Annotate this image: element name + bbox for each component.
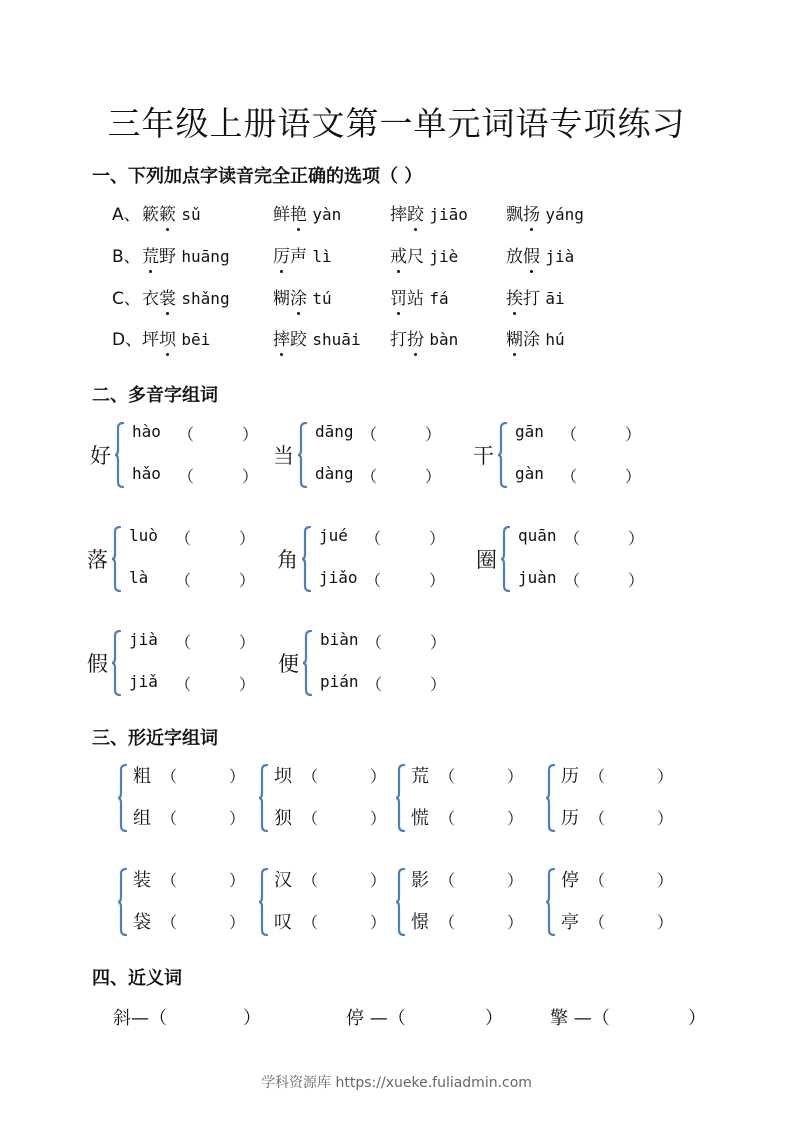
similar-char: 历	[561, 808, 579, 829]
similar-char-group	[545, 762, 675, 834]
word-item	[506, 200, 584, 225]
synonym-word: 停 —（	[346, 1008, 406, 1029]
brace-icon	[395, 764, 405, 832]
dotted-char: 戒	[390, 242, 407, 267]
similar-char: 慌	[411, 808, 429, 829]
dotted-char: 摔	[273, 325, 290, 350]
pinyin: fá	[429, 289, 449, 308]
word-item	[273, 325, 361, 350]
dotted-char: 扬	[523, 200, 540, 225]
section-3-heading: 三、形近字组词	[92, 728, 218, 749]
pinyin: quān	[518, 526, 557, 545]
similar-char-group	[258, 762, 388, 834]
answer-blank-open[interactable]: （	[561, 467, 578, 486]
polyphone-group	[87, 628, 267, 698]
answer-blank-close[interactable]: ）	[239, 529, 256, 548]
answer-blank-close[interactable]: ）	[425, 425, 442, 444]
answer-blank-close[interactable]: ）	[657, 871, 674, 890]
answer-blank-close[interactable]: ）	[429, 529, 446, 548]
word-char: 尺	[407, 247, 424, 267]
polyphone-group	[90, 420, 270, 490]
dotted-char: 假	[523, 242, 540, 267]
synonym-word: 擎 —（	[550, 1008, 610, 1029]
answer-blank-open[interactable]: （	[178, 467, 195, 486]
dotted-char: 厉	[273, 242, 290, 267]
word-char: 放	[506, 247, 523, 267]
answer-blank-open[interactable]: （	[366, 633, 383, 652]
word-char: 坪	[142, 330, 159, 350]
answer-blank-close[interactable]: ）	[429, 571, 446, 590]
pinyin: jiāo	[429, 205, 468, 224]
word-char: 打	[390, 330, 407, 350]
similar-char-group	[258, 866, 388, 938]
dotted-char: 簌	[159, 200, 176, 225]
answer-blank-open[interactable]: （	[302, 809, 319, 828]
answer-blank-open[interactable]: （	[178, 425, 195, 444]
answer-blank-open[interactable]: （	[161, 913, 178, 932]
pinyin: shǎng	[181, 289, 230, 308]
polyphone-char: 干	[473, 444, 494, 468]
similar-char: 坝	[274, 766, 292, 787]
answer-blank-open[interactable]: （	[589, 913, 606, 932]
pinyin: hǎo	[132, 464, 161, 483]
answer-blank-open[interactable]: （	[175, 571, 192, 590]
pinyin: jià	[545, 247, 575, 266]
section-4-heading: 四、近义词	[92, 968, 182, 989]
word-char: 摔	[390, 205, 407, 225]
answer-blank-open[interactable]: （	[439, 913, 456, 932]
pinyin: āi	[545, 289, 565, 308]
answer-blank-close[interactable]: ）	[628, 571, 645, 590]
brace-icon	[111, 526, 121, 592]
pinyin: lì	[312, 247, 332, 266]
brace-icon	[500, 526, 510, 592]
word-item	[142, 242, 230, 267]
polyphone-group	[277, 524, 457, 594]
polyphone-char: 假	[87, 652, 108, 676]
dotted-char: 跤	[407, 200, 424, 225]
brace-icon	[258, 764, 268, 832]
brace-icon	[545, 868, 555, 936]
dotted-char: 挨	[506, 284, 523, 309]
word-char: 飘	[506, 205, 523, 225]
pinyin: pián	[320, 672, 359, 691]
word-item	[390, 200, 468, 225]
similar-char-group	[545, 866, 675, 938]
similar-char: 汉	[274, 870, 292, 891]
word-item	[506, 325, 565, 350]
word-item	[142, 200, 201, 225]
brace-icon	[114, 422, 124, 488]
polyphone-char: 好	[90, 444, 111, 468]
dotted-char: 涂	[290, 284, 307, 309]
word-item	[390, 325, 458, 350]
answer-blank-close[interactable]: ）	[242, 467, 259, 486]
pinyin: gàn	[515, 464, 544, 483]
answer-blank-open[interactable]: （	[161, 767, 178, 786]
word-item	[273, 242, 332, 267]
similar-char-group	[395, 866, 525, 938]
answer-blank-close[interactable]: ）	[370, 809, 387, 828]
polyphone-char: 落	[87, 548, 108, 572]
answer-blank-close[interactable]: ）	[239, 675, 256, 694]
word-item	[273, 284, 332, 309]
similar-char: 装	[133, 870, 151, 891]
answer-blank-close[interactable]: ）	[507, 809, 524, 828]
word-item	[390, 242, 458, 267]
word-item	[273, 200, 341, 225]
word-char: 衣	[142, 289, 159, 309]
pinyin: jiǎ	[129, 672, 158, 691]
polyphone-group	[87, 524, 267, 594]
pinyin: yàn	[312, 205, 342, 224]
answer-blank-open[interactable]: （	[302, 871, 319, 890]
footer-source: 学科资源库 https://xueke.fuliadmin.com	[261, 1075, 532, 1091]
answer-blank-close[interactable]: ）	[229, 809, 246, 828]
option-label: B、	[112, 247, 141, 267]
dotted-char: 糊	[506, 325, 523, 350]
pinyin: sǔ	[181, 205, 201, 224]
answer-blank-close[interactable]: ）	[688, 1008, 706, 1029]
similar-char: 憬	[411, 912, 429, 933]
answer-blank-open[interactable]: （	[365, 571, 382, 590]
option-label: D、	[112, 330, 143, 350]
answer-blank-open[interactable]: （	[589, 767, 606, 786]
similar-char: 亭	[561, 912, 579, 933]
similar-char: 停	[561, 870, 579, 891]
similar-char: 叹	[274, 912, 292, 933]
dotted-char: 裳	[159, 284, 176, 309]
answer-blank-close[interactable]: ）	[507, 871, 524, 890]
similar-char-group	[395, 762, 525, 834]
option-label: C、	[112, 289, 141, 309]
answer-blank-close[interactable]: ）	[657, 809, 674, 828]
polyphone-group	[278, 628, 458, 698]
similar-char: 组	[133, 808, 151, 829]
answer-blank-open[interactable]: （	[175, 675, 192, 694]
similar-char: 影	[411, 870, 429, 891]
pinyin: dāng	[315, 422, 354, 441]
answer-blank-close[interactable]: ）	[430, 633, 447, 652]
answer-blank-open[interactable]: （	[589, 809, 606, 828]
pinyin: yáng	[545, 205, 584, 224]
brace-icon	[301, 526, 311, 592]
page-title: 三年级上册语文第一单元词语专项练习	[107, 104, 686, 143]
dotted-char: 罚	[390, 284, 407, 309]
pinyin: tú	[312, 289, 332, 308]
dotted-char: 荒	[142, 242, 159, 267]
pinyin: là	[129, 568, 149, 587]
answer-blank-open[interactable]: （	[439, 767, 456, 786]
answer-blank-open[interactable]: （	[439, 809, 456, 828]
answer-blank-open[interactable]: （	[161, 871, 178, 890]
answer-blank-open[interactable]: （	[365, 529, 382, 548]
pinyin: jiè	[429, 247, 459, 266]
pinyin: bēi	[181, 330, 211, 349]
word-char: 跤	[290, 330, 307, 350]
polyphone-char: 角	[277, 548, 298, 572]
polyphone-group	[273, 420, 453, 490]
pinyin: jiǎo	[319, 568, 358, 587]
answer-blank-close[interactable]: ）	[229, 913, 246, 932]
pinyin: hào	[132, 422, 161, 441]
brace-icon	[258, 868, 268, 936]
word-char: 声	[290, 247, 307, 267]
pinyin: juàn	[518, 568, 557, 587]
answer-blank-close[interactable]: ）	[657, 767, 674, 786]
answer-blank-open[interactable]: （	[589, 871, 606, 890]
option-label: A、	[112, 205, 141, 225]
word-char: 野	[159, 247, 176, 267]
answer-blank-open[interactable]: （	[302, 913, 319, 932]
answer-blank-close[interactable]: ）	[628, 529, 645, 548]
answer-blank-close[interactable]: ）	[507, 767, 524, 786]
answer-blank-close[interactable]: ）	[657, 913, 674, 932]
answer-blank-open[interactable]: （	[175, 633, 192, 652]
answer-blank-open[interactable]: （	[361, 467, 378, 486]
word-item	[390, 284, 449, 309]
word-char: 糊	[273, 289, 290, 309]
brace-icon	[302, 630, 312, 696]
synonym-word: 斜—（	[113, 1008, 167, 1029]
brace-icon	[111, 630, 121, 696]
answer-blank-close[interactable]: ）	[243, 1008, 261, 1029]
similar-char: 粗	[133, 766, 151, 787]
similar-char: 狈	[274, 808, 292, 829]
similar-char: 荒	[411, 766, 429, 787]
word-item	[142, 284, 230, 309]
dotted-char: 艳	[290, 200, 307, 225]
polyphone-group	[476, 524, 656, 594]
brace-icon	[395, 868, 405, 936]
answer-blank-open[interactable]: （	[302, 767, 319, 786]
pinyin: gān	[515, 422, 544, 441]
answer-blank-open[interactable]: （	[361, 425, 378, 444]
answer-blank-open[interactable]: （	[175, 529, 192, 548]
answer-blank-close[interactable]: ）	[229, 767, 246, 786]
polyphone-char: 当	[273, 444, 294, 468]
similar-char: 历	[561, 766, 579, 787]
word-char: 涂	[523, 330, 540, 350]
answer-blank-close[interactable]: ）	[239, 571, 256, 590]
dotted-char: 扮	[407, 325, 424, 350]
pinyin: bàn	[429, 330, 459, 349]
answer-blank-open[interactable]: （	[161, 809, 178, 828]
answer-blank-close[interactable]: ）	[425, 467, 442, 486]
similar-char-group	[117, 866, 247, 938]
polyphone-char: 便	[278, 652, 299, 676]
pinyin: jué	[319, 526, 348, 545]
similar-char: 袋	[133, 912, 151, 933]
answer-blank-close[interactable]: ）	[370, 913, 387, 932]
answer-blank-open[interactable]: （	[366, 675, 383, 694]
answer-blank-close[interactable]: ）	[242, 425, 259, 444]
word-char: 簌	[142, 205, 159, 225]
pinyin: luò	[129, 526, 158, 545]
brace-icon	[545, 764, 555, 832]
word-char: 打	[523, 289, 540, 309]
pinyin: jià	[129, 630, 158, 649]
brace-icon	[297, 422, 307, 488]
answer-blank-close[interactable]: ）	[239, 633, 256, 652]
word-item	[506, 284, 565, 309]
brace-icon	[117, 868, 127, 936]
pinyin: biàn	[320, 630, 359, 649]
pinyin: dàng	[315, 464, 354, 483]
answer-blank-close[interactable]: ）	[625, 467, 642, 486]
polyphone-group	[473, 420, 653, 490]
pinyin: shuāi	[312, 330, 361, 349]
dotted-char: 坝	[159, 325, 176, 350]
answer-blank-open[interactable]: （	[561, 425, 578, 444]
answer-blank-open[interactable]: （	[564, 571, 581, 590]
pinyin: hú	[545, 330, 565, 349]
brace-icon	[117, 764, 127, 832]
answer-blank-open[interactable]: （	[564, 529, 581, 548]
word-item	[142, 325, 210, 350]
answer-blank-open[interactable]: （	[439, 871, 456, 890]
answer-blank-close[interactable]: ）	[625, 425, 642, 444]
word-char: 站	[407, 289, 424, 309]
answer-blank-close[interactable]: ）	[370, 767, 387, 786]
similar-char-group	[117, 762, 247, 834]
section-2-heading: 二、多音字组词	[92, 385, 218, 406]
answer-blank-close[interactable]: ）	[507, 913, 524, 932]
answer-blank-close[interactable]: ）	[370, 871, 387, 890]
answer-blank-close[interactable]: ）	[485, 1008, 503, 1029]
answer-blank-close[interactable]: ）	[430, 675, 447, 694]
word-item	[506, 242, 574, 267]
word-char: 鲜	[273, 205, 290, 225]
polyphone-char: 圈	[476, 548, 497, 572]
pinyin: huāng	[181, 247, 230, 266]
brace-icon	[497, 422, 507, 488]
answer-blank-close[interactable]: ）	[229, 871, 246, 890]
section-1-heading: 一、下列加点字读音完全正确的选项（ ）	[92, 166, 423, 187]
